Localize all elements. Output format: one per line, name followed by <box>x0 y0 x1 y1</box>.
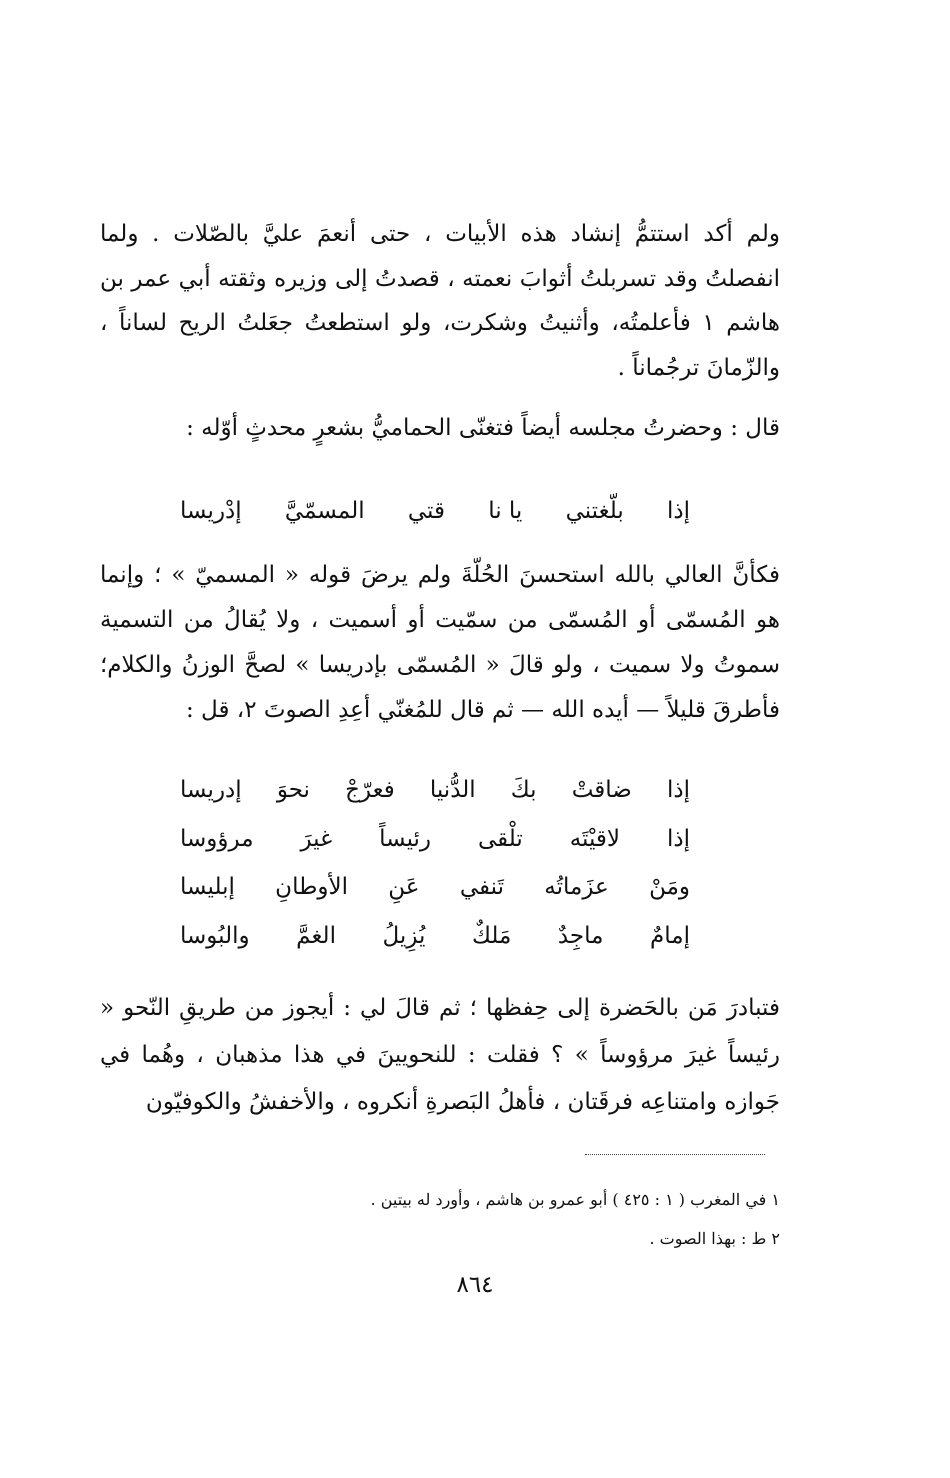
verse-intro: قال : وحضرتُ مجلسه أيضاً فتغنّى الحماميُّ بشعرٍ محدثٍ أوّله : <box>186 415 780 441</box>
verse-word: الدُّنيا <box>429 777 476 804</box>
verse-line <box>180 766 690 815</box>
verse-word: عَنِ <box>388 874 420 901</box>
verse-word: إمامٌ <box>650 922 690 949</box>
verse-word: رئيساً <box>379 825 432 852</box>
verse-word: بكَ <box>510 777 537 804</box>
verse-word: لاقيْتَه <box>569 825 621 852</box>
verse-word: المسمّيَّ <box>284 498 365 524</box>
verse-line <box>180 863 690 912</box>
verse-word: إدريسا <box>180 777 242 804</box>
verse-word: مَلكٌ <box>471 922 512 949</box>
verse-word: إبليسا <box>180 874 235 901</box>
verse-word: إذا <box>666 498 690 524</box>
paragraph-1: ولم أكد استتمُّ إنشاد هذه الأبيات ، حتى أنعمَ عليَّ بالصّلات . ولما انفصلتُ وقد تسربلتُ أثوابَ نعمته ، قصدتُ إلى وزيره وثقته أبي عمر بن هاشم ١ فأعلمتُه، وأثنيتُ وشكرت، ولو استطعتُ جعَلتُ الريح لساناً ، والزّمانَ ترجُماناً . <box>100 221 781 381</box>
verse-word: والبُوسا <box>180 922 250 949</box>
verse-word: نحوَ <box>276 777 310 804</box>
verse-word: ومَنْ <box>649 874 690 901</box>
verse-word: ماجِدٌ <box>557 922 604 949</box>
verse-line <box>180 487 690 535</box>
verse-line <box>180 912 690 961</box>
footnote-2: ٢ ط : بهذا الصوت . <box>649 1229 780 1248</box>
page-number: ٨٦٤ <box>456 1272 494 1298</box>
verse-2 <box>180 766 690 960</box>
verse-word: إدْريسا <box>180 498 242 524</box>
verse-word: ضاقتْ <box>571 777 632 804</box>
footnote-divider <box>585 1154 765 1155</box>
verse-word: تلْقى <box>477 825 523 852</box>
verse-word: فعرّجْ <box>345 777 395 804</box>
verse-1 <box>180 487 690 535</box>
paragraph-2: فكأنَّ العالي بالله استحسنَ الحُلّةَ ولم يرضَ قوله « المسميّ » ؛ وإنما هو المُسمّى أو المُسمّى من سمّيت أو أسميت ، ولا يُقالُ من التسمية سموتُ ولا سميت ، ولو قالَ « المُسمّى بإدريسا » لصحَّ الوزنُ والكلام؛ فأطرقَ قليلاً — أيده الله — ثم قال للمُغنّي أعِدِ الصوتَ ٢، قل : <box>100 562 780 723</box>
verse-word: إذا <box>666 777 690 804</box>
verse-word: يُزِيلُ <box>382 922 426 949</box>
paragraph-3: فتبادرَ مَن بالحَضرة إلى حِفظها ؛ ثم قالَ لي : أيجوز من طريقِ النّحو « رئيساً غيرَ مرؤوساً » ؟ فقلت : للنحويينَ في هذا مذهبان ، وهُما في جَوازه وامتناعِه فرقَتان ، فأهلُ البَصرةِ أنكروه ، والأخفشُ والكوفيّون <box>100 995 780 1115</box>
verse-word: تَنفي <box>459 874 504 901</box>
verse-word: عزَماتُه <box>544 874 609 901</box>
verse-line <box>180 815 690 864</box>
footnote-1: ١ في المغرب ( ١ : ٤٢٥ ) أبو عمرو بن هاشم ، وأورد له بيتين . <box>370 1190 780 1209</box>
verse-word: الأوطانِ <box>275 874 348 901</box>
verse-word: قتي <box>407 498 445 524</box>
verse-word: إذا <box>666 825 690 852</box>
verse-word: غيرَ <box>300 825 333 852</box>
verse-word: بلّغتني <box>565 498 624 524</box>
verse-word: مرؤوسا <box>180 825 254 852</box>
verse-word: الغمَّ <box>296 922 336 949</box>
verse-word: يا نا <box>488 498 523 524</box>
